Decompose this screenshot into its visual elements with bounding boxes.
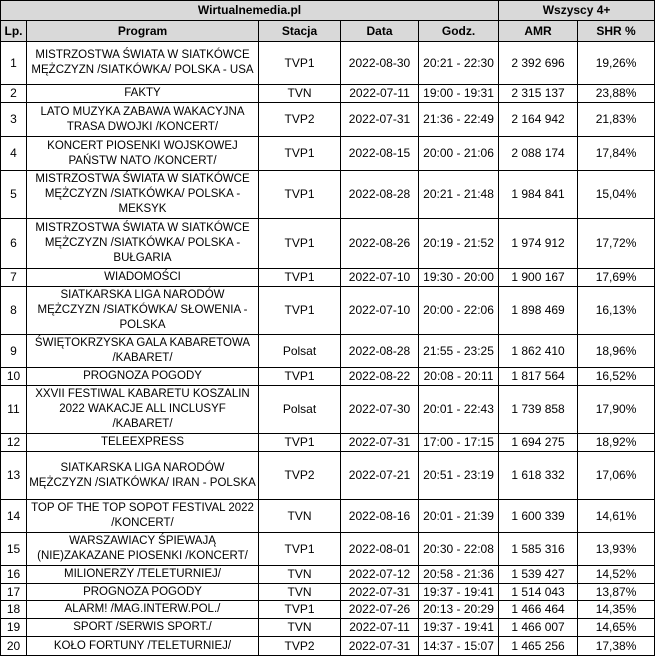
cell-shr: 14,52% xyxy=(578,566,655,584)
cell-date: 2022-08-01 xyxy=(341,533,419,566)
cell-program: FAKTY xyxy=(27,85,259,103)
cell-shr: 17,06% xyxy=(578,452,655,500)
cell-program: SIATKARSKA LIGA NARODÓW MĘŻCZYZN /SIATKÓWKA/ IRAN - POLSKA xyxy=(27,452,259,500)
cell-lp: 2 xyxy=(1,85,27,103)
cell-program: PROGNOZA POGODY xyxy=(27,368,259,386)
cell-program: MILIONERZY /TELETURNIEJ/ xyxy=(27,566,259,584)
cell-program: TOP OF THE TOP SOPOT FESTIVAL 2022 /KONCERT/ xyxy=(27,500,259,533)
cell-lp: 13 xyxy=(1,452,27,500)
cell-lp: 4 xyxy=(1,137,27,171)
cell-time: 21:36 - 22:49 xyxy=(419,103,499,137)
cell-station: Polsat xyxy=(259,335,341,368)
cell-time: 20:51 - 23:19 xyxy=(419,452,499,500)
cell-lp: 1 xyxy=(1,42,27,85)
cell-lp: 10 xyxy=(1,368,27,386)
cell-station: TVP1 xyxy=(259,601,341,619)
cell-shr: 17,69% xyxy=(578,269,655,287)
cell-station: TVN xyxy=(259,500,341,533)
table-row xyxy=(1,219,655,269)
cell-date: 2022-07-30 xyxy=(341,386,419,434)
col-header-amr: AMR xyxy=(499,21,578,42)
cell-amr: 2 392 696 xyxy=(499,42,578,85)
table-row xyxy=(1,103,655,137)
cell-lp: 7 xyxy=(1,269,27,287)
cell-station: TVP1 xyxy=(259,42,341,85)
cell-shr: 14,61% xyxy=(578,500,655,533)
cell-amr: 1 514 043 xyxy=(499,584,578,601)
cell-date: 2022-08-26 xyxy=(341,219,419,269)
cell-amr: 1 539 427 xyxy=(499,566,578,584)
cell-time: 20:30 - 22:08 xyxy=(419,533,499,566)
cell-date: 2022-07-10 xyxy=(341,287,419,335)
cell-time: 19:00 - 19:31 xyxy=(419,85,499,103)
cell-station: TVP1 xyxy=(259,269,341,287)
cell-station: TVP1 xyxy=(259,434,341,452)
cell-station: TVP2 xyxy=(259,637,341,656)
table-row xyxy=(1,452,655,500)
cell-amr: 1 984 841 xyxy=(499,171,578,219)
cell-program: SIATKARSKA LIGA NARODÓW MĘŻCZYZN /SIATKÓWKA/ SŁOWENIA - POLSKA xyxy=(27,287,259,335)
cell-program: MISTRZOSTWA ŚWIATA W SIATKÓWCE MĘŻCZYZN /SIATKÓWKA/ POLSKA - USA xyxy=(27,42,259,85)
cell-time: 19:37 - 19:41 xyxy=(419,619,499,637)
cell-time: 20:01 - 21:39 xyxy=(419,500,499,533)
cell-shr: 15,04% xyxy=(578,171,655,219)
cell-shr: 14,35% xyxy=(578,601,655,619)
cell-program: KONCERT PIOSENKI WOJSKOWEJ PAŃSTW NATO /KONCERT/ xyxy=(27,137,259,171)
cell-date: 2022-08-30 xyxy=(341,42,419,85)
cell-lp: 16 xyxy=(1,566,27,584)
table-row xyxy=(1,500,655,533)
cell-lp: 12 xyxy=(1,434,27,452)
cell-lp: 18 xyxy=(1,601,27,619)
cell-time: 20:21 - 22:30 xyxy=(419,42,499,85)
cell-shr: 17,90% xyxy=(578,386,655,434)
table-row xyxy=(1,85,655,103)
cell-amr: 1 900 167 xyxy=(499,269,578,287)
cell-lp: 3 xyxy=(1,103,27,137)
cell-shr: 19,26% xyxy=(578,42,655,85)
cell-program: MISTRZOSTWA ŚWIATA W SIATKÓWCE MĘŻCZYZN /SIATKÓWKA/ POLSKA - BUŁGARIA xyxy=(27,219,259,269)
table-row xyxy=(1,637,655,656)
cell-date: 2022-08-28 xyxy=(341,171,419,219)
cell-amr: 1 600 339 xyxy=(499,500,578,533)
cell-time: 21:55 - 23:25 xyxy=(419,335,499,368)
cell-station: TVP2 xyxy=(259,103,341,137)
col-header-date: Data xyxy=(341,21,419,42)
cell-amr: 1 817 564 xyxy=(499,368,578,386)
cell-lp: 20 xyxy=(1,637,27,656)
table-row xyxy=(1,335,655,368)
cell-lp: 19 xyxy=(1,619,27,637)
cell-shr: 23,88% xyxy=(578,85,655,103)
table-row xyxy=(1,269,655,287)
cell-station: TVP1 xyxy=(259,137,341,171)
cell-program: PROGNOZA POGODY xyxy=(27,584,259,601)
cell-amr: 1 862 410 xyxy=(499,335,578,368)
table-row xyxy=(1,287,655,335)
table-row xyxy=(1,619,655,637)
cell-shr: 14,65% xyxy=(578,619,655,637)
cell-station: TVP1 xyxy=(259,287,341,335)
cell-program: WARSZAWIACY ŚPIEWAJĄ (NIE)ZAKAZANE PIOSENKI /KONCERT/ xyxy=(27,533,259,566)
cell-station: TVP1 xyxy=(259,171,341,219)
cell-shr: 17,84% xyxy=(578,137,655,171)
cell-date: 2022-07-11 xyxy=(341,85,419,103)
cell-lp: 8 xyxy=(1,287,27,335)
cell-date: 2022-08-22 xyxy=(341,368,419,386)
cell-date: 2022-07-21 xyxy=(341,452,419,500)
col-header-lp: Lp. xyxy=(1,21,27,42)
cell-lp: 11 xyxy=(1,386,27,434)
cell-program: KOŁO FORTUNY /TELETURNIEJ/ xyxy=(27,637,259,656)
cell-amr: 2 088 174 xyxy=(499,137,578,171)
cell-lp: 17 xyxy=(1,584,27,601)
cell-program: SPORT /SERWIS SPORT./ xyxy=(27,619,259,637)
cell-station: TVN xyxy=(259,85,341,103)
cell-program: ŚWIĘTOKRZYSKA GALA KABARETOWA /KABARET/ xyxy=(27,335,259,368)
cell-amr: 1 585 316 xyxy=(499,533,578,566)
cell-station: TVN xyxy=(259,566,341,584)
cell-station: Polsat xyxy=(259,386,341,434)
source-header: Wirtualnemedia.pl xyxy=(1,1,499,21)
cell-time: 20:19 - 21:52 xyxy=(419,219,499,269)
cell-shr: 18,92% xyxy=(578,434,655,452)
cell-program: MISTRZOSTWA ŚWIATA W SIATKÓWCE MĘŻCZYZN /SIATKÓWKA/ POLSKA - MEKSYK xyxy=(27,171,259,219)
cell-date: 2022-07-26 xyxy=(341,601,419,619)
cell-time: 20:01 - 22:43 xyxy=(419,386,499,434)
table-row xyxy=(1,566,655,584)
cell-date: 2022-07-31 xyxy=(341,103,419,137)
cell-lp: 15 xyxy=(1,533,27,566)
cell-amr: 1 466 464 xyxy=(499,601,578,619)
cell-amr: 1 974 912 xyxy=(499,219,578,269)
cell-shr: 21,83% xyxy=(578,103,655,137)
cell-date: 2022-07-31 xyxy=(341,584,419,601)
cell-date: 2022-07-11 xyxy=(341,619,419,637)
table-row xyxy=(1,386,655,434)
cell-amr: 1 694 275 xyxy=(499,434,578,452)
cell-time: 20:00 - 22:06 xyxy=(419,287,499,335)
col-header-program: Program xyxy=(27,21,259,42)
cell-date: 2022-07-31 xyxy=(341,434,419,452)
cell-program: TELEEXPRESS xyxy=(27,434,259,452)
table-row xyxy=(1,584,655,601)
cell-amr: 1 465 256 xyxy=(499,637,578,656)
cell-amr: 2 164 942 xyxy=(499,103,578,137)
cell-amr: 1 739 858 xyxy=(499,386,578,434)
table-row xyxy=(1,42,655,85)
cell-station: TVN xyxy=(259,619,341,637)
cell-date: 2022-08-16 xyxy=(341,500,419,533)
table-row xyxy=(1,368,655,386)
table-row xyxy=(1,601,655,619)
cell-time: 20:00 - 21:06 xyxy=(419,137,499,171)
cell-date: 2022-08-15 xyxy=(341,137,419,171)
cell-date: 2022-07-12 xyxy=(341,566,419,584)
cell-station: TVP1 xyxy=(259,368,341,386)
table-row xyxy=(1,171,655,219)
cell-shr: 17,38% xyxy=(578,637,655,656)
col-header-shr: SHR % xyxy=(578,21,655,42)
cell-lp: 5 xyxy=(1,171,27,219)
cell-program: ALARM! /MAG.INTERW.POL./ xyxy=(27,601,259,619)
cell-station: TVP1 xyxy=(259,533,341,566)
cell-time: 20:21 - 21:48 xyxy=(419,171,499,219)
cell-shr: 17,72% xyxy=(578,219,655,269)
table-row xyxy=(1,434,655,452)
cell-program: LATO MUZYKA ZABAWA WAKACYJNA TRASA DWOJKI /KONCERT/ xyxy=(27,103,259,137)
cell-date: 2022-08-28 xyxy=(341,335,419,368)
cell-shr: 13,93% xyxy=(578,533,655,566)
col-header-station: Stacja xyxy=(259,21,341,42)
cell-shr: 13,87% xyxy=(578,584,655,601)
cell-lp: 9 xyxy=(1,335,27,368)
col-header-time: Godz. xyxy=(419,21,499,42)
cell-time: 20:13 - 20:29 xyxy=(419,601,499,619)
table-row xyxy=(1,137,655,171)
cell-date: 2022-07-10 xyxy=(341,269,419,287)
cell-lp: 6 xyxy=(1,219,27,269)
cell-date: 2022-07-31 xyxy=(341,637,419,656)
cell-amr: 2 315 137 xyxy=(499,85,578,103)
cell-amr: 1 618 332 xyxy=(499,452,578,500)
cell-time: 14:37 - 15:07 xyxy=(419,637,499,656)
audience-group-header: Wszyscy 4+ xyxy=(499,1,655,21)
cell-shr: 16,13% xyxy=(578,287,655,335)
cell-station: TVP1 xyxy=(259,219,341,269)
cell-shr: 16,52% xyxy=(578,368,655,386)
cell-program: WIADOMOŚCI xyxy=(27,269,259,287)
cell-lp: 14 xyxy=(1,500,27,533)
cell-amr: 1 898 469 xyxy=(499,287,578,335)
cell-shr: 18,96% xyxy=(578,335,655,368)
cell-station: TVN xyxy=(259,584,341,601)
cell-time: 20:58 - 21:36 xyxy=(419,566,499,584)
cell-time: 20:08 - 20:11 xyxy=(419,368,499,386)
cell-program: XXVII FESTIWAL KABARETU KOSZALIN 2022 WAKACJE ALL INCLUSYF /KABARET/ xyxy=(27,386,259,434)
table-row xyxy=(1,533,655,566)
cell-time: 17:00 - 17:15 xyxy=(419,434,499,452)
cell-station: TVP2 xyxy=(259,452,341,500)
cell-time: 19:30 - 20:00 xyxy=(419,269,499,287)
cell-amr: 1 466 007 xyxy=(499,619,578,637)
cell-time: 19:37 - 19:41 xyxy=(419,584,499,601)
